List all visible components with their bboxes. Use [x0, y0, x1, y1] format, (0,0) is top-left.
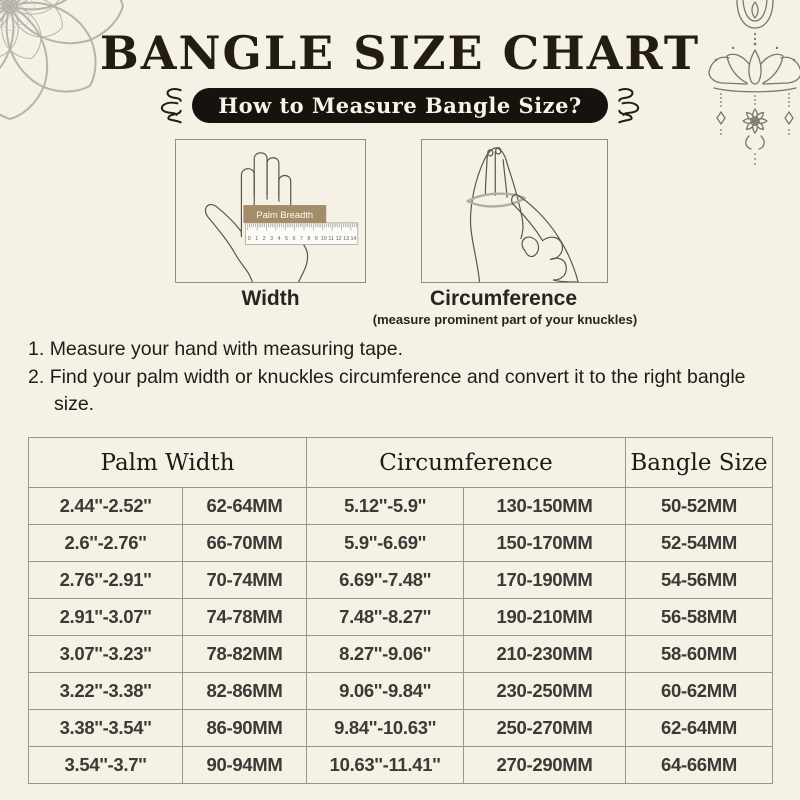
- table-cell: 9.84''-10.63'': [307, 710, 464, 747]
- ruler-number: 9: [314, 236, 318, 243]
- table-cell: 90-94MM: [183, 747, 307, 784]
- table-cell: 3.38''-3.54'': [29, 710, 183, 747]
- table-cell: 54-56MM: [626, 562, 773, 599]
- ruler-number: 4: [277, 236, 281, 243]
- table-cell: 6.69''-7.48'': [307, 562, 464, 599]
- table-cell: 66-70MM: [183, 525, 307, 562]
- circumference-caption: Circumference: [429, 287, 578, 310]
- table-header-row: [29, 438, 773, 488]
- table-cell: 170-190MM: [464, 562, 626, 599]
- table-cell: 78-82MM: [183, 636, 307, 673]
- table-cell: 190-210MM: [464, 599, 626, 636]
- table-cell: 86-90MM: [183, 710, 307, 747]
- table-cell: 10.63''-11.41'': [307, 747, 464, 784]
- curly-flourish-right-icon: [616, 84, 644, 126]
- ruler-number: 3: [270, 236, 274, 243]
- ruler-number: 0: [247, 236, 251, 243]
- table-cell: 150-170MM: [464, 525, 626, 562]
- table-cell: 270-290MM: [464, 747, 626, 784]
- table-row: [29, 599, 773, 636]
- size-table-body: [29, 488, 773, 784]
- hand-width-illustration: [175, 139, 366, 283]
- table-row: [29, 673, 773, 710]
- table-row: [29, 636, 773, 673]
- ruler-number: 6: [292, 236, 296, 243]
- table-cell: 74-78MM: [183, 599, 307, 636]
- circumference-note: (measure prominent part of your knuckles): [372, 312, 638, 327]
- header-palm-width: Palm Width: [29, 438, 307, 488]
- table-cell: 2.44''-2.52'': [29, 488, 183, 525]
- table-cell: 2.91''-3.07'': [29, 599, 183, 636]
- table-row: [29, 747, 773, 784]
- table-cell: 230-250MM: [464, 673, 626, 710]
- ruler-number: 14: [350, 236, 357, 243]
- table-cell: 3.54''-3.7'': [29, 747, 183, 784]
- ruler-number: 11: [328, 236, 335, 243]
- header-bangle-size: Bangle Size: [626, 438, 773, 488]
- instruction-step-1: 1. Measure your hand with measuring tape.: [28, 338, 404, 360]
- table-cell: 9.06''-9.84'': [307, 673, 464, 710]
- table-cell: 5.12''-5.9'': [307, 488, 464, 525]
- table-cell: 56-58MM: [626, 599, 773, 636]
- table-cell: 3.07''-3.23'': [29, 636, 183, 673]
- page-title: BANGLE SIZE CHART: [99, 26, 701, 80]
- table-cell: 62-64MM: [183, 488, 307, 525]
- ruler-number: 13: [343, 236, 350, 243]
- table-row: [29, 710, 773, 747]
- ruler-number: 1: [255, 236, 259, 243]
- ruler-number: 2: [262, 236, 266, 243]
- header-circumference: Circumference: [307, 438, 626, 488]
- table-cell: 5.9''-6.69'': [307, 525, 464, 562]
- table-cell: 2.6''-2.76'': [29, 525, 183, 562]
- instruction-step-2: 2. Find your palm width or knuckles circumference and convert it to the right bangle size.: [28, 365, 746, 415]
- table-cell: 2.76''-2.91'': [29, 562, 183, 599]
- table-cell: 7.48''-8.27'': [307, 599, 464, 636]
- ruler-number: 10: [320, 236, 327, 243]
- table-row: [29, 488, 773, 525]
- hand-circumference-illustration: [421, 139, 608, 283]
- curly-flourish-left-icon: [156, 84, 184, 126]
- table-row: [29, 562, 773, 599]
- table-row: [29, 525, 773, 562]
- table-cell: 52-54MM: [626, 525, 773, 562]
- table-cell: 250-270MM: [464, 710, 626, 747]
- how-to-measure-badge: How to Measure Bangle Size?: [192, 88, 608, 123]
- ruler-number: 8: [307, 236, 311, 243]
- table-cell: 64-66MM: [626, 747, 773, 784]
- palm-breadth-label: Palm Breadth: [256, 209, 314, 220]
- badge-row: [0, 84, 800, 126]
- instructions: [28, 336, 752, 419]
- table-cell: 60-62MM: [626, 673, 773, 710]
- table-cell: 50-52MM: [626, 488, 773, 525]
- ruler-number: 5: [285, 236, 289, 243]
- bangle-size-table: [28, 437, 773, 784]
- table-cell: 70-74MM: [183, 562, 307, 599]
- width-caption: Width: [241, 287, 300, 310]
- table-cell: 8.27''-9.06'': [307, 636, 464, 673]
- ruler-number: 7: [299, 236, 303, 243]
- table-cell: 210-230MM: [464, 636, 626, 673]
- table-cell: 62-64MM: [626, 710, 773, 747]
- ruler-number: 12: [335, 236, 342, 243]
- table-cell: 130-150MM: [464, 488, 626, 525]
- table-cell: 58-60MM: [626, 636, 773, 673]
- table-cell: 3.22''-3.38'': [29, 673, 183, 710]
- table-cell: 82-86MM: [183, 673, 307, 710]
